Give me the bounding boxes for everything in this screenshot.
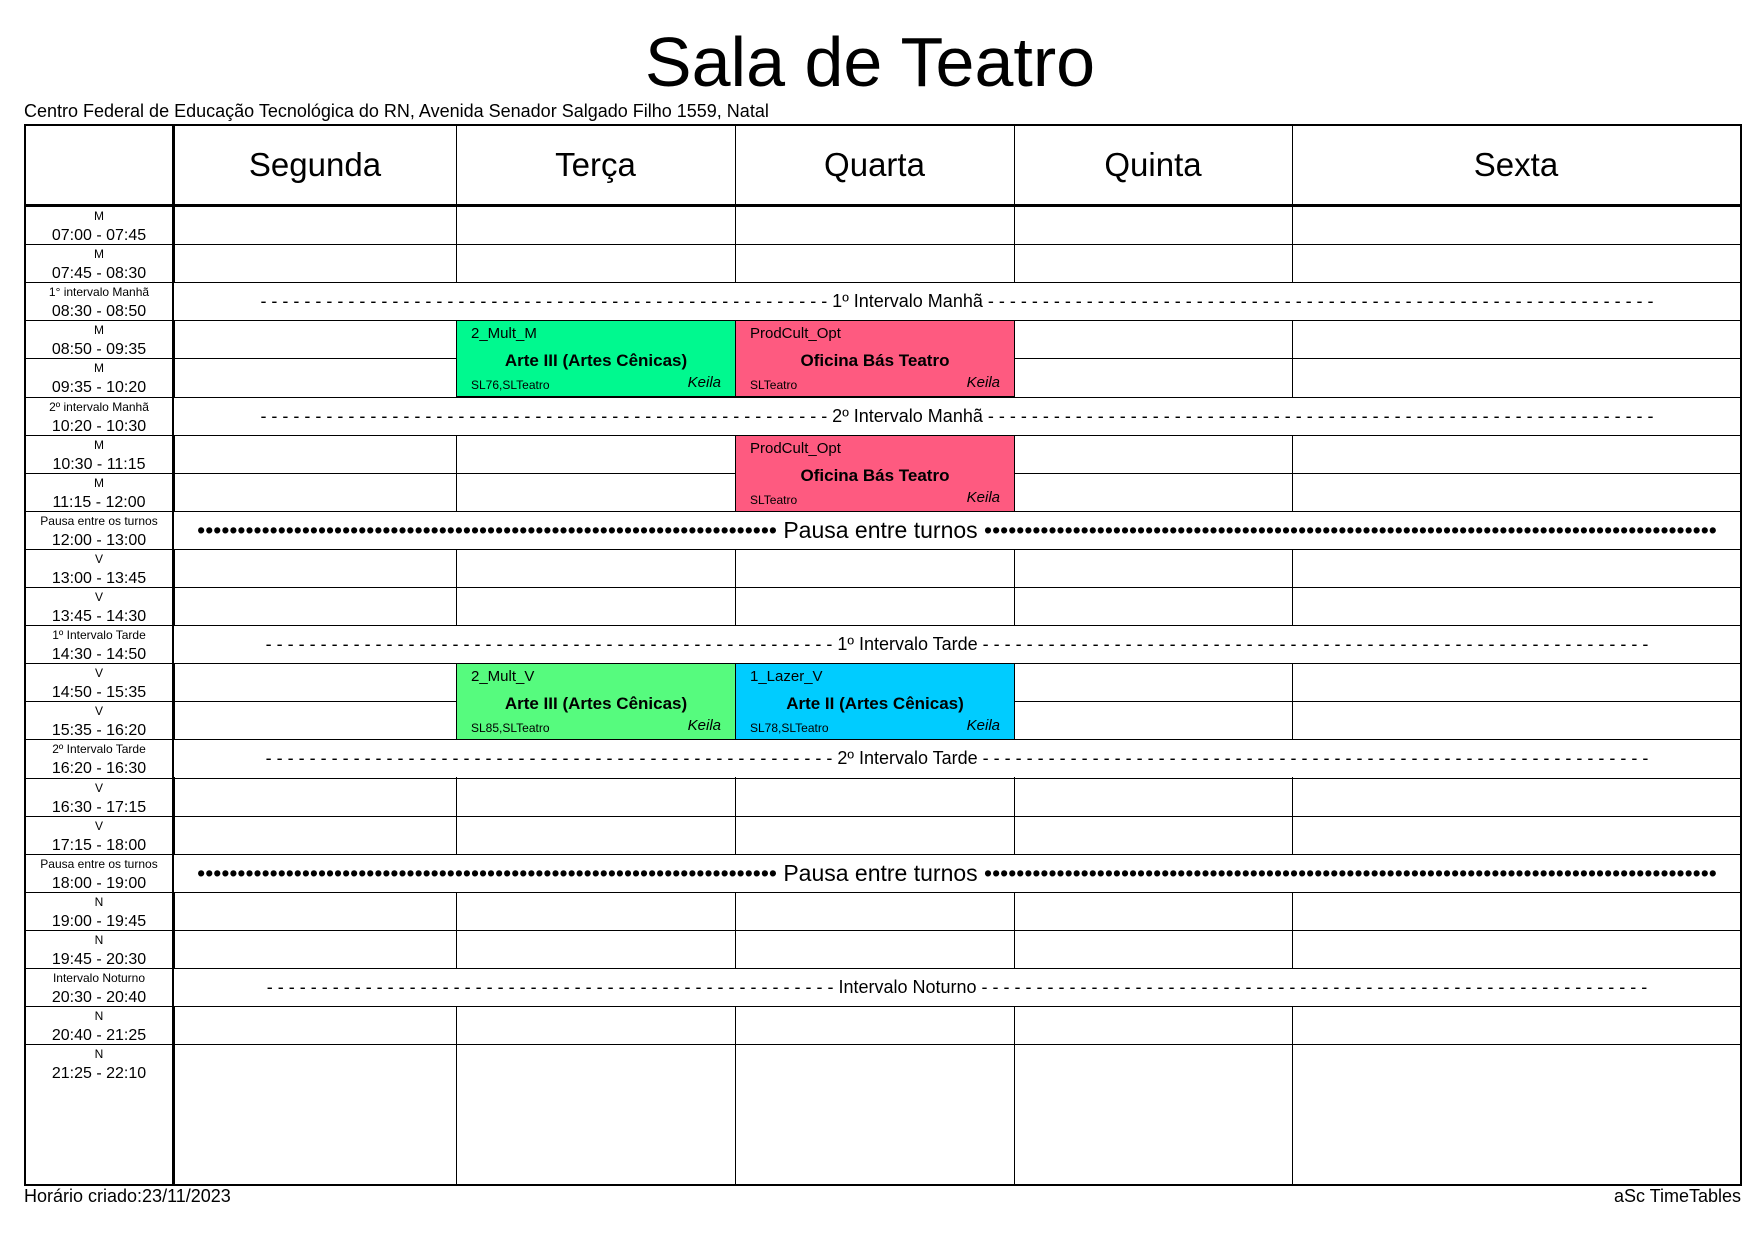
period-name: V <box>94 666 103 681</box>
school-address: Centro Federal de Educação Tecnológica do RN, Avenida Senador Salgado Filho 1559, Natal <box>24 101 769 121</box>
period-time: 20:40 - 21:25 <box>51 1027 147 1045</box>
lesson-subject: Arte III (Artes Cênicas) <box>504 351 688 371</box>
period-cell <box>26 702 172 740</box>
period-name: Pausa entre os turnos <box>40 513 158 528</box>
day-header: Sexta <box>1473 146 1559 183</box>
period-time: 07:00 - 07:45 <box>51 227 147 244</box>
lesson-room: SLTeatro <box>750 378 798 393</box>
period-cell <box>26 969 172 1007</box>
lesson-room: SL85,SLTeatro <box>471 721 550 736</box>
lesson-subject: Arte II (Artes Cênicas) <box>786 694 964 714</box>
lesson-teacher: Keila <box>966 374 1000 392</box>
period-time: 20:30 - 20:40 <box>51 989 147 1006</box>
lesson-card[interactable] <box>735 435 1015 512</box>
period-time: 18:00 - 19:00 <box>51 874 147 892</box>
day-header: Segunda <box>248 146 382 183</box>
lesson-group: 2_Mult_V <box>471 668 535 686</box>
period-cell <box>26 588 172 626</box>
period-cell <box>26 398 172 436</box>
period-cell <box>26 245 172 283</box>
period-cell <box>26 359 172 397</box>
header-divider <box>26 204 1740 207</box>
period-cell <box>26 779 172 817</box>
break-row: •••••••••••••••••••••••••••••••••••••••••••••••••••••••••••••••••••••••• Pausa entre turnos ••••••••••••••••••••••••••••••••••••••••••••••••••••••••••••••••••••••••••••••••••••••••••• <box>174 855 1740 892</box>
created-date: Horário criado:23/11/2023 <box>24 1186 231 1206</box>
period-name: V <box>94 590 103 604</box>
lesson-subject: Oficina Bás Teatro <box>800 465 950 485</box>
break-row: •••••••••••••••••••••••••••••••••••••••••••••••••••••••••••••••••••••••• Pausa entre turnos ••••••••••••••••••••••••••••••••••••••••••••••••••••••••••••••••••••••••••••••••••••••••••• <box>174 512 1740 549</box>
lesson-room: SL76,SLTeatro <box>471 378 550 393</box>
period-name: V <box>94 551 103 566</box>
period-time: 21:25 - 22:10 <box>51 1065 147 1083</box>
period-time: 09:35 - 10:20 <box>51 379 147 397</box>
lesson-teacher: Keila <box>966 717 1000 735</box>
period-cell <box>26 474 172 512</box>
row-divider <box>26 244 1740 245</box>
lesson-room: SL78,SLTeatro <box>750 721 829 736</box>
period-name: 1° intervalo Manhã <box>48 285 150 300</box>
period-name: V <box>94 818 103 833</box>
period-name: M <box>94 437 104 452</box>
lesson-card[interactable] <box>735 663 1015 740</box>
lesson-teacher: Keila <box>687 374 721 392</box>
period-time: 15:35 - 16:20 <box>51 722 147 740</box>
period-name: V <box>94 780 103 795</box>
break-row: - - - - - - - - - - - - - - - - - - - - - - - - - - - - - - - - - - - - - - - - - - - - - - - - - - - - 2º Intervalo Tarde - - - - - - - - - - - - - - - - - - - - - - - - - - - - - - - - - - - - - - - - - - - - - - - - - - - - - - - - - - - - - <box>174 740 1740 777</box>
period-name: M <box>94 209 104 223</box>
period-cell <box>26 321 172 359</box>
lesson-group: 2_Mult_M <box>471 325 537 343</box>
period-cell <box>26 283 172 321</box>
break-row: - - - - - - - - - - - - - - - - - - - - - - - - - - - - - - - - - - - - - - - - - - - - - - - - - - - - Intervalo Noturno - - - - - - - - - - - - - - - - - - - - - - - - - - - - - - - - - - - - - - - - - - - - - - - - - - - - - - - - - - - - - <box>174 969 1740 1006</box>
period-name: M <box>94 361 104 376</box>
period-name: Intervalo Noturno <box>52 971 146 985</box>
lesson-group: ProdCult_Opt <box>750 325 841 343</box>
period-name: 1º Intervalo Tarde <box>52 628 146 643</box>
timetable-grid <box>24 124 1742 1186</box>
period-cell <box>26 1007 172 1045</box>
day-header: Quarta <box>824 146 925 183</box>
brand-label: aSc TimeTables <box>1613 1186 1741 1206</box>
row-divider <box>26 1044 1740 1045</box>
period-name: N <box>94 1047 104 1062</box>
lesson-card[interactable] <box>456 663 736 740</box>
period-time: 13:45 - 14:30 <box>51 608 147 625</box>
period-cell <box>26 740 172 778</box>
lesson-subject: Arte III (Artes Cênicas) <box>504 694 688 714</box>
period-time: 08:50 - 09:35 <box>51 341 147 359</box>
period-name: M <box>94 323 104 338</box>
period-time: 17:15 - 18:00 <box>51 836 147 854</box>
lesson-group: 1_Lazer_V <box>750 668 823 686</box>
break-row: - - - - - - - - - - - - - - - - - - - - - - - - - - - - - - - - - - - - - - - - - - - - - - - - - - - - 1º Intervalo Tarde - - - - - - - - - - - - - - - - - - - - - - - - - - - - - - - - - - - - - - - - - - - - - - - - - - - - - - - - - - - - - <box>174 626 1740 663</box>
row-divider <box>26 778 1740 779</box>
day-header: Quinta <box>1104 146 1202 183</box>
day-header: Terça <box>555 146 636 183</box>
break-row: - - - - - - - - - - - - - - - - - - - - - - - - - - - - - - - - - - - - - - - - - - - - - - - - - - - - 2º Intervalo Manhã - - - - - - - - - - - - - - - - - - - - - - - - - - - - - - - - - - - - - - - - - - - - - - - - - - - - - - - - - - - - - <box>174 398 1740 435</box>
period-time: 14:30 - 14:50 <box>51 646 147 664</box>
period-time: 14:50 - 15:35 <box>51 684 147 702</box>
period-cell <box>26 817 172 855</box>
period-name: M <box>94 247 104 262</box>
period-cell <box>26 893 172 931</box>
period-name: M <box>94 475 104 490</box>
period-time: 07:45 - 08:30 <box>51 265 147 283</box>
row-divider <box>26 587 1740 588</box>
break-row: - - - - - - - - - - - - - - - - - - - - - - - - - - - - - - - - - - - - - - - - - - - - - - - - - - - - 1º Intervalo Manhã - - - - - - - - - - - - - - - - - - - - - - - - - - - - - - - - - - - - - - - - - - - - - - - - - - - - - - - - - - - - - <box>174 283 1740 320</box>
period-name: N <box>94 932 104 947</box>
period-cell <box>26 664 172 702</box>
period-time: 10:20 - 10:30 <box>51 417 147 435</box>
row-divider <box>26 892 1740 893</box>
page-title: Sala de Teatro <box>644 23 1096 101</box>
lesson-group: ProdCult_Opt <box>750 439 841 457</box>
lesson-teacher: Keila <box>687 717 721 735</box>
period-name: 2º Intervalo Tarde <box>52 742 146 757</box>
period-time: 19:00 - 19:45 <box>51 912 147 930</box>
lesson-card[interactable] <box>456 320 736 397</box>
row-divider <box>26 1006 1740 1007</box>
period-time: 16:30 - 17:15 <box>51 798 147 816</box>
lesson-subject: Oficina Bás Teatro <box>800 351 950 371</box>
period-name: N <box>94 894 104 909</box>
period-cell <box>26 512 172 550</box>
lesson-room: SLTeatro <box>750 492 798 507</box>
period-cell <box>26 931 172 969</box>
period-time: 10:30 - 11:15 <box>52 455 146 473</box>
period-name: V <box>94 704 103 719</box>
lesson-card[interactable] <box>735 320 1015 397</box>
period-name: 2º intervalo Manhã <box>49 399 149 414</box>
lesson-teacher: Keila <box>966 488 1000 506</box>
row-divider <box>26 816 1740 817</box>
period-cell <box>26 855 172 893</box>
period-cell <box>26 207 172 245</box>
period-time: 08:30 - 08:50 <box>51 303 147 321</box>
period-time: 16:20 - 16:30 <box>51 760 147 778</box>
period-cell <box>26 550 172 588</box>
period-cell <box>26 436 172 474</box>
period-name: N <box>94 1009 104 1024</box>
row-divider <box>26 549 1740 550</box>
period-time: 19:45 - 20:30 <box>51 950 147 968</box>
period-time: 13:00 - 13:45 <box>51 569 147 587</box>
period-time: 12:00 - 13:00 <box>51 531 147 549</box>
period-cell <box>26 1045 172 1083</box>
row-divider <box>26 930 1740 931</box>
period-time: 11:15 - 12:00 <box>52 493 146 511</box>
period-cell <box>26 626 172 664</box>
period-name: Pausa entre os turnos <box>40 856 158 871</box>
